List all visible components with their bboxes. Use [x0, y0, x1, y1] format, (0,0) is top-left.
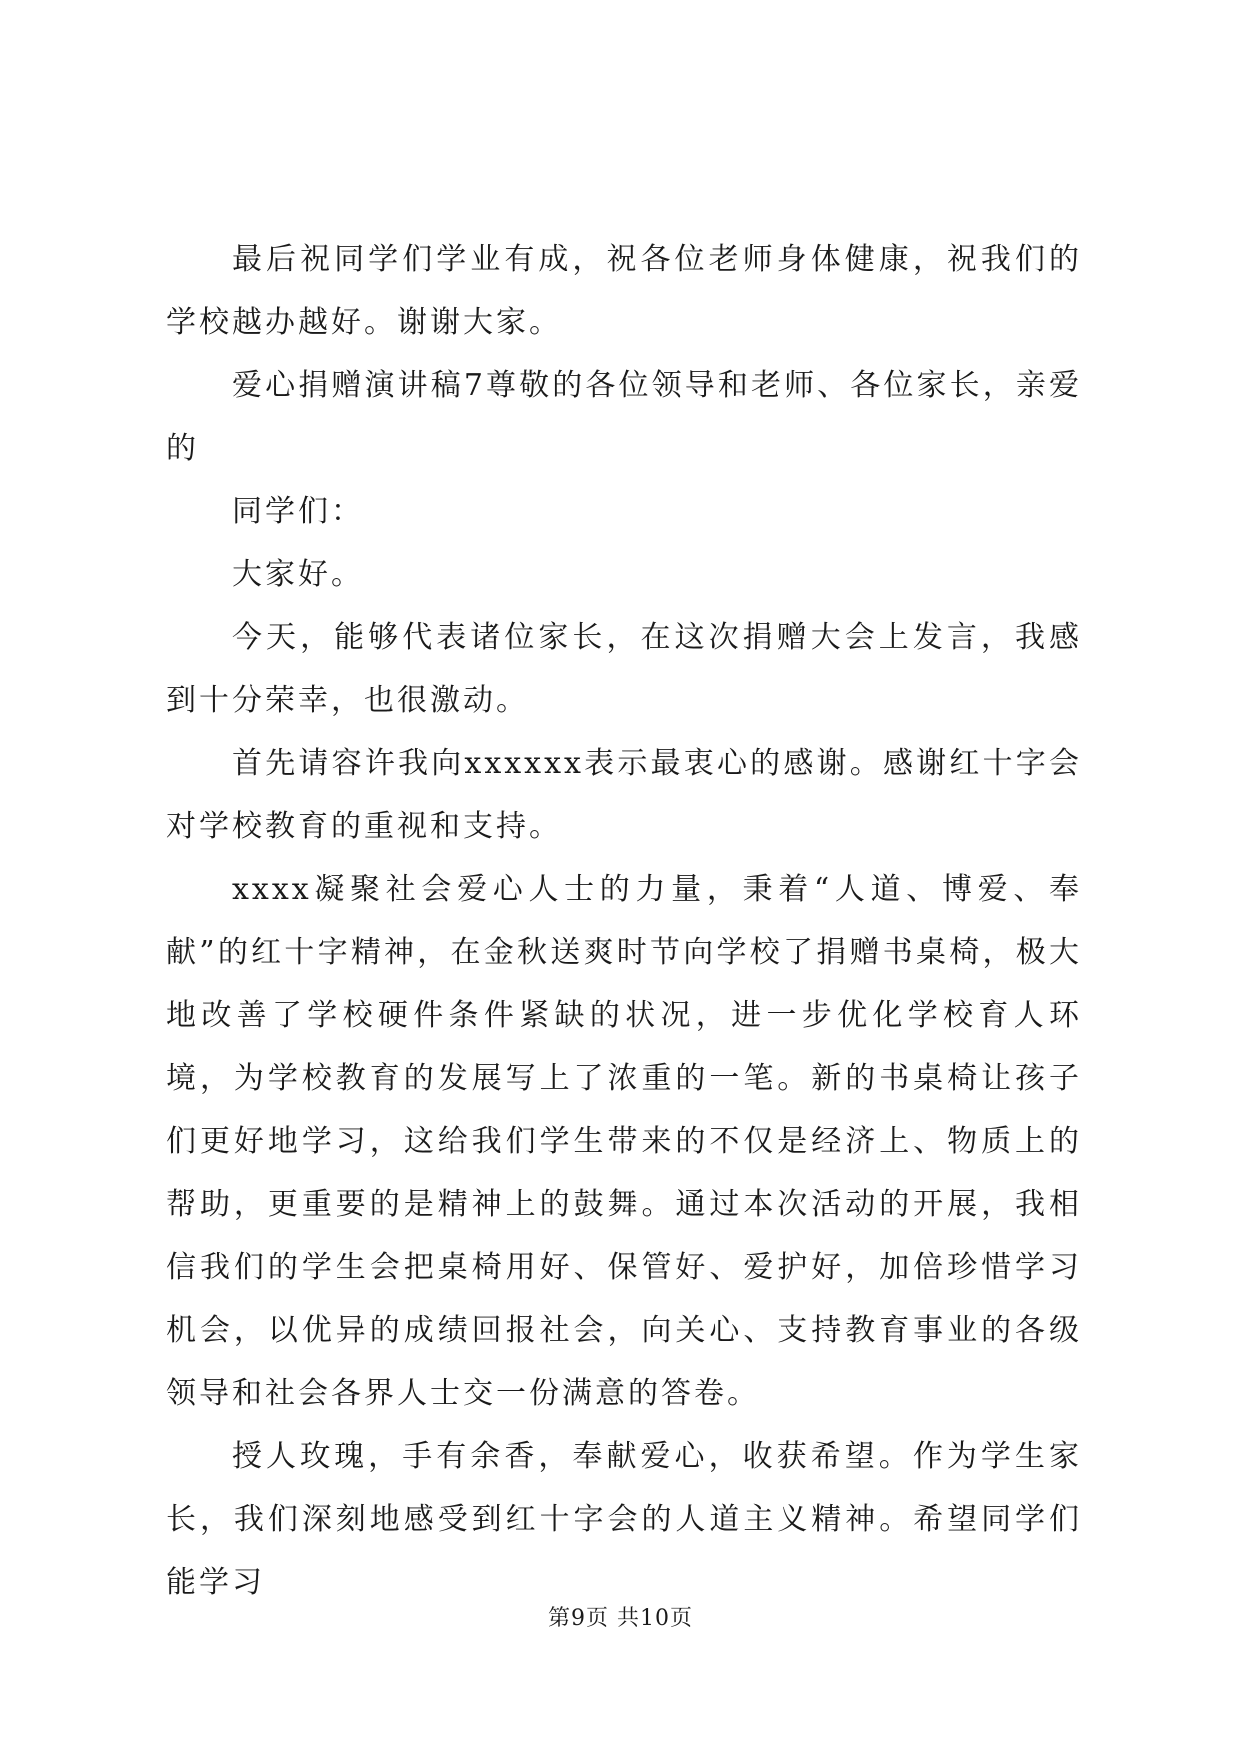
- paragraph-closing-wishes: 最后祝同学们学业有成，祝各位老师身体健康，祝我们的学校越办越好。谢谢大家。: [166, 242, 1082, 340]
- page-number-footer: 第9页 共10页: [548, 1606, 693, 1631]
- paragraph-donation-details: xxxx凝聚社会爱心人士的力量，秉着“人道、博爱、奉献”的红十字精神，在金秋送爽时节向学校了捐赠书桌椅，极大地改善了学校硬件条件紧缺的状况，进一步优化学校育人环境，为学校教育的发展写上了浓重的一笔。新的书桌椅让孩子们更好地学习，这给我们学生带来的不仅是经济上、物质上的帮助，更重要的是精神上的鼓舞。通过本次活动的开展，我相信我们的学生会把桌椅用好、保管好、爱护好，加倍珍惜学习机会，以优异的成绩回报社会，向关心、支持教育事业的各级领导和社会各界人士交一份满意的答卷。: [166, 872, 1082, 1411]
- paragraph-greeting: 大家好。: [232, 557, 364, 592]
- paragraph-roses: 授人玫瑰，手有余香，奉献爱心，收获希望。作为学生家长，我们深刻地感受到红十字会的人道主义精神。希望同学们能学习: [166, 1439, 1082, 1600]
- paragraph-salutation: 同学们：: [232, 494, 364, 529]
- paragraph-opening: 今天，能够代表诸位家长，在这次捐赠大会上发言，我感到十分荣幸，也很激动。: [166, 620, 1082, 718]
- paragraph-thanks: 首先请容许我向xxxxxx表示最衷心的感谢。感谢红十字会对学校教育的重视和支持。: [166, 746, 1082, 844]
- document-body: [166, 228, 1082, 1614]
- paragraph-speech-title: 爱心捐赠演讲稿7尊敬的各位领导和老师、各位家长，亲爱的: [166, 368, 1082, 466]
